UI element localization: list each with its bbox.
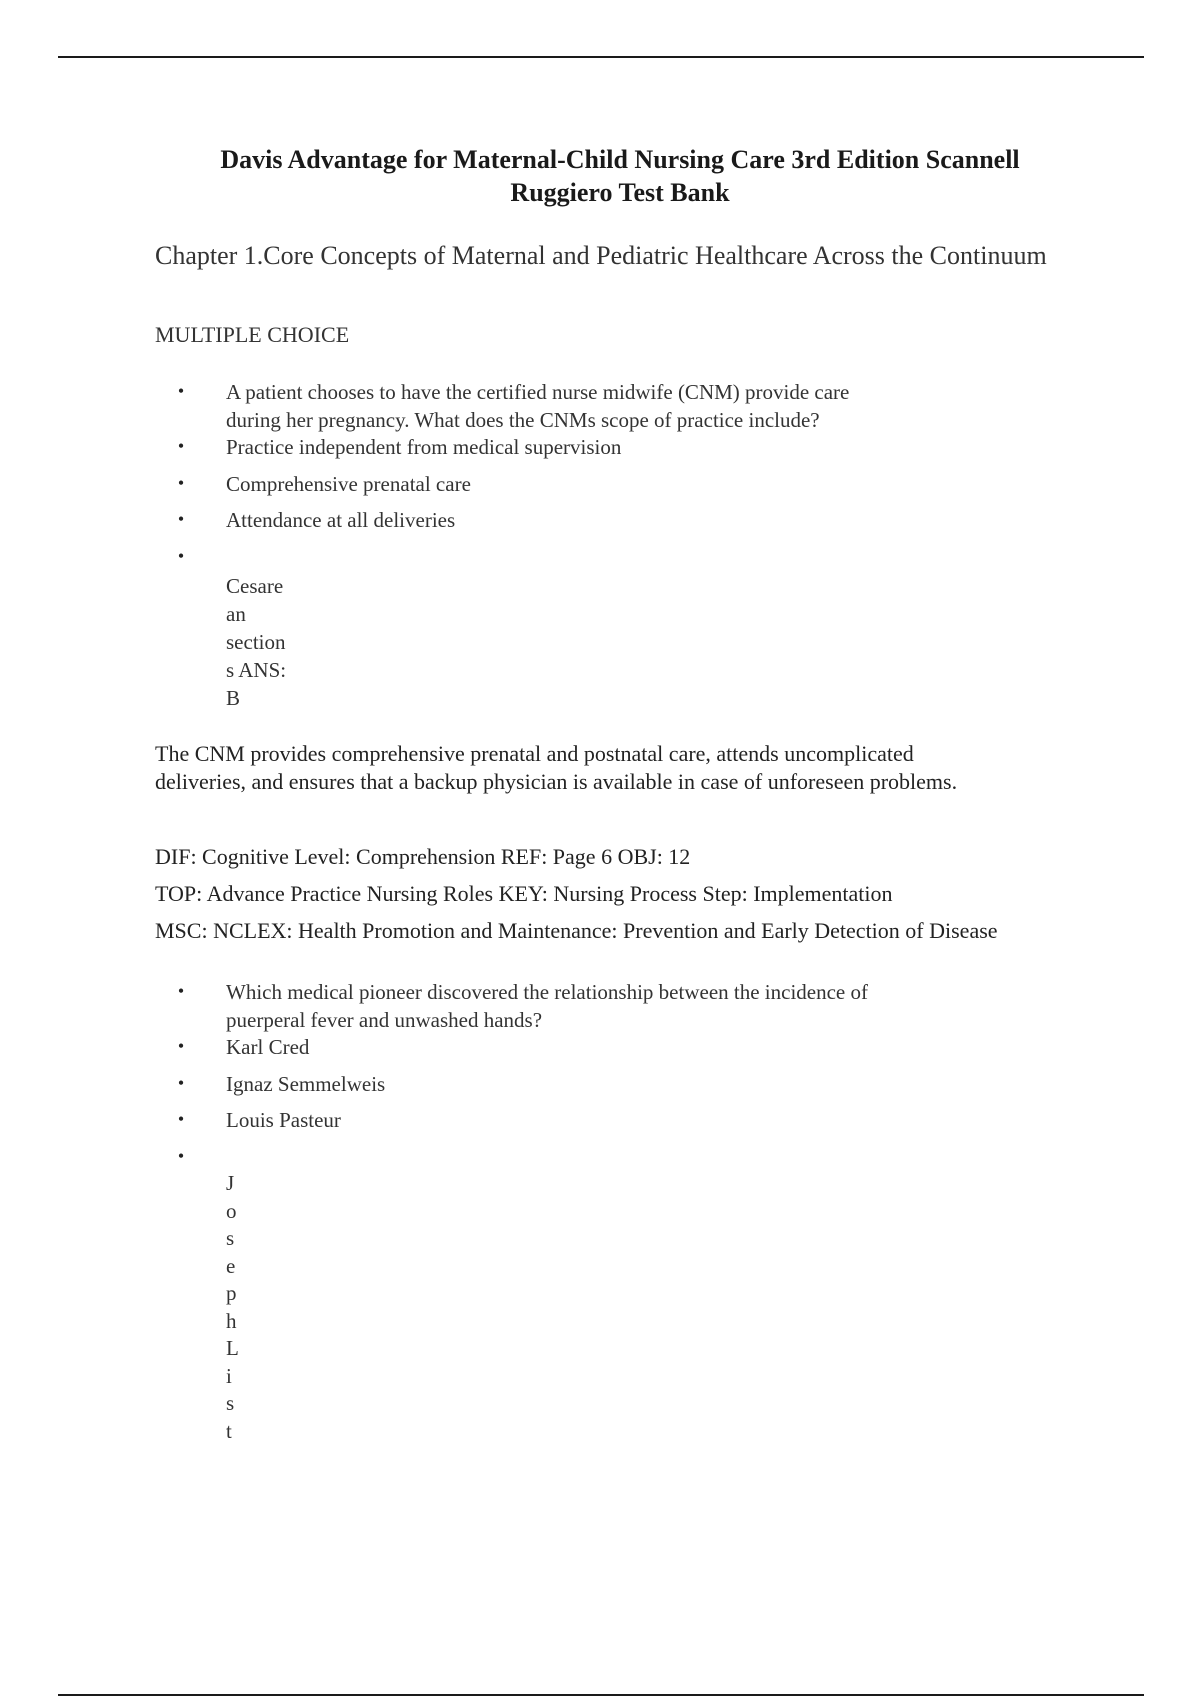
answer-option: Attendance at all deliveries <box>226 508 456 532</box>
bottom-rule <box>58 1694 1144 1696</box>
document-title: Davis Advantage for Maternal-Child Nursing Care 3rd Edition Scannell Ruggiero Test Bank <box>220 145 1020 207</box>
meta-line: TOP: Advance Practice Nursing Roles KEY: Nursing Process Step: Implementation <box>155 881 893 906</box>
rationale: The CNM provides comprehensive prenatal and postnatal care, attends uncomplicated deliveries, and ensures that a backup physician is available in case of unforeseen problems. <box>155 741 958 794</box>
top-rule <box>58 56 1144 58</box>
bullet: • <box>177 1073 185 1093</box>
question-stem: A patient chooses to have the certified nurse midwife (CNM) provide care during her pregnancy. What does the CNMs scope of practice include? <box>226 380 850 432</box>
bullet: • <box>177 1036 185 1056</box>
bullet: • <box>177 381 185 401</box>
answer-option: Ignaz Semmelweis <box>226 1072 386 1096</box>
bullet: • <box>177 436 185 456</box>
bullet: • <box>177 546 185 566</box>
answer-option: Louis Pasteur <box>226 1108 341 1132</box>
answer-option: Practice independent from medical supervision <box>226 435 622 459</box>
answer-option: Karl Cred <box>226 1035 310 1059</box>
chapter-heading: Chapter 1.Core Concepts of Maternal and Pediatric Healthcare Across the Continuum <box>155 241 1047 270</box>
section-heading: MULTIPLE CHOICE <box>155 322 350 347</box>
bullet: • <box>177 1109 185 1129</box>
meta-line: DIF: Cognitive Level: Comprehension REF: Page 6 OBJ: 12 <box>155 844 691 869</box>
question-stem: Which medical pioneer discovered the relationship between the incidence of puerperal fever and unwashed hands? <box>226 980 868 1032</box>
bullet: • <box>177 1146 185 1166</box>
answer-option-fragmented: JosephList <box>226 1171 239 1443</box>
bullet: • <box>177 981 185 1001</box>
bullet: • <box>177 473 185 493</box>
meta-line: MSC: NCLEX: Health Promotion and Maintenance: Prevention and Early Detection of Disease <box>155 918 998 943</box>
answer-option-fragmented: Cesarean sections ANS: B <box>226 574 287 710</box>
bullet: • <box>177 509 185 529</box>
answer-option: Comprehensive prenatal care <box>226 472 471 496</box>
